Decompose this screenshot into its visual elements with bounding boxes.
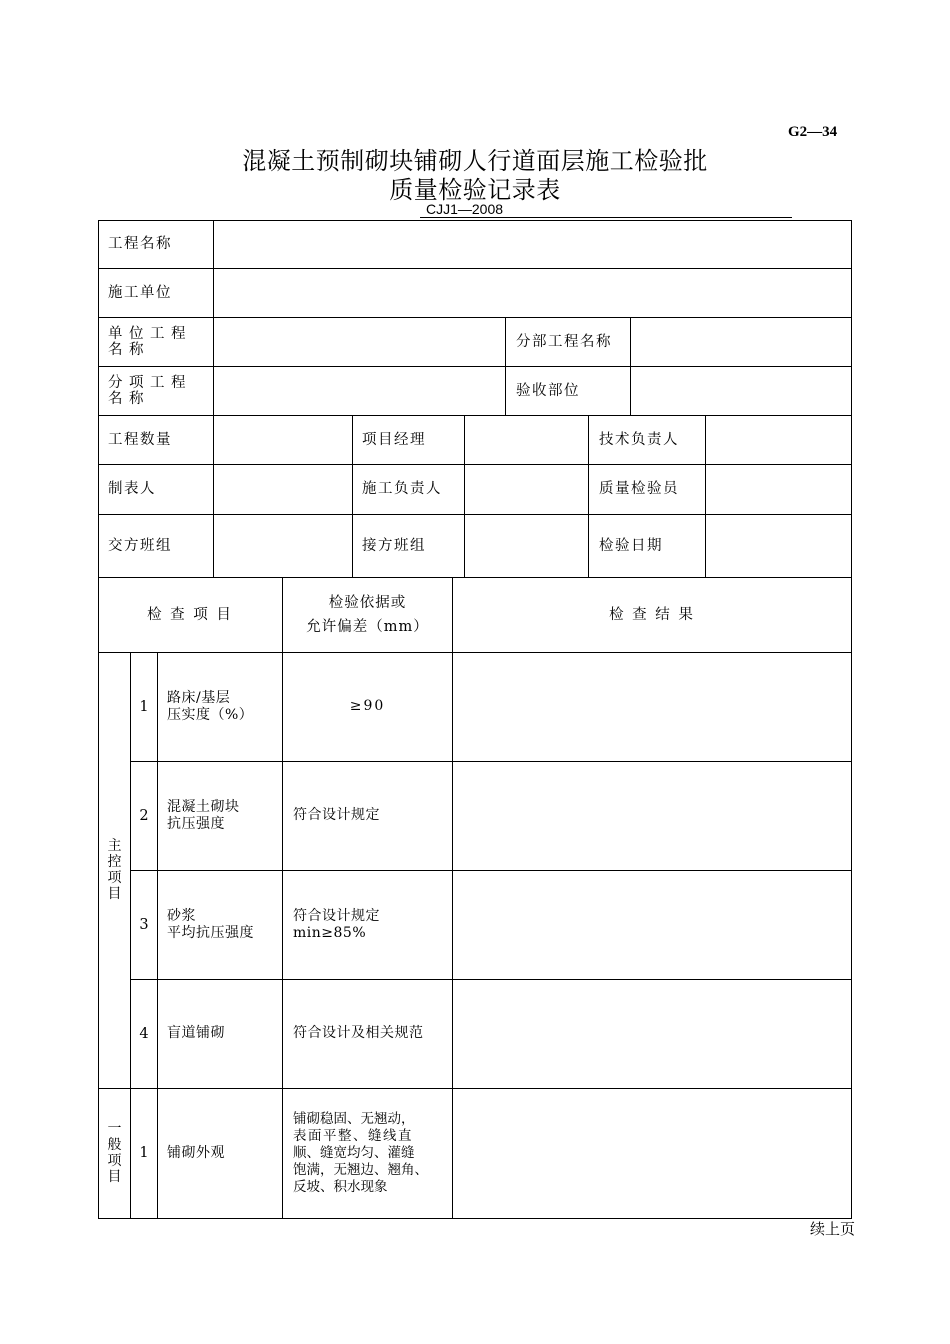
item-name: 铺砌外观 bbox=[167, 1144, 225, 1161]
item-number: 1 bbox=[139, 1145, 149, 1161]
table-border-bottom bbox=[98, 1218, 852, 1219]
item-basis-line5: 反坡、积水现象 bbox=[293, 1178, 388, 1195]
inspection-form-table bbox=[98, 220, 852, 1219]
standard-underline bbox=[420, 217, 792, 218]
page-subtitle: 质量检验记录表 bbox=[389, 176, 561, 204]
item-name: 盲道铺砌 bbox=[167, 1025, 225, 1041]
item-project-label: 分项工程名称 bbox=[108, 374, 192, 407]
acceptance-part-field[interactable] bbox=[631, 367, 850, 414]
quality-inspector-label: 质量检验员 bbox=[599, 481, 679, 497]
item-name-line2: 压实度（%） bbox=[167, 706, 254, 723]
item-basis-line4: 饱满，无翘边、翘角、 bbox=[293, 1161, 428, 1178]
item-result-field[interactable] bbox=[453, 980, 850, 1087]
item-basis-line2: 表面平整、缝线直 bbox=[293, 1127, 413, 1144]
general-group-label bbox=[99, 1088, 130, 1218]
construction-unit-field[interactable] bbox=[214, 269, 850, 316]
item-basis: 符合设计及相关规范 bbox=[293, 1025, 424, 1041]
item-name bbox=[167, 870, 281, 979]
check-item-header: 检 查 项 目 bbox=[147, 606, 233, 623]
page-title: 混凝土预制砌块铺砌人行道面层施工检验批 bbox=[242, 147, 708, 175]
main-control-group-label bbox=[99, 652, 130, 1088]
quantity-field[interactable] bbox=[214, 416, 351, 463]
col-divider bbox=[352, 415, 353, 577]
item-basis-line1: 铺砌稳固、无翘动， bbox=[293, 1110, 415, 1127]
item-name bbox=[167, 652, 281, 761]
construction-lead-label: 施工负责人 bbox=[362, 481, 442, 497]
project-name-label: 工程名称 bbox=[108, 236, 172, 252]
handover-team-field[interactable] bbox=[214, 515, 351, 576]
basis-header bbox=[283, 577, 452, 652]
unit-project-label: 单位工程名称 bbox=[108, 325, 192, 358]
inspection-date-field[interactable] bbox=[706, 515, 850, 576]
item-name-line1: 砂浆 bbox=[167, 907, 196, 924]
table-border-right bbox=[851, 220, 852, 1219]
item-name-line1: 混凝土砌块 bbox=[167, 798, 240, 815]
item-number: 4 bbox=[139, 1025, 149, 1042]
sub-project-label: 分部工程名称 bbox=[516, 333, 612, 350]
item-basis-line3: 顺、缝宽均匀、灌缝 bbox=[293, 1144, 415, 1161]
item-basis bbox=[293, 870, 452, 979]
standard-code: CJJ1—2008 bbox=[426, 201, 504, 217]
receiver-team-field[interactable] bbox=[465, 515, 587, 576]
quality-inspector-field[interactable] bbox=[706, 465, 850, 513]
construction-lead-field[interactable] bbox=[465, 465, 587, 513]
result-header: 检 查 结 果 bbox=[609, 606, 695, 623]
item-project-field[interactable] bbox=[214, 367, 504, 414]
tabulator-field[interactable] bbox=[214, 465, 351, 513]
project-name-field[interactable] bbox=[214, 221, 850, 267]
unit-project-field[interactable] bbox=[214, 318, 504, 365]
basis-header-line2: 允许偏差（mm） bbox=[306, 618, 429, 635]
item-basis-line1: 符合设计规定 bbox=[293, 907, 380, 924]
project-manager-field[interactable] bbox=[465, 416, 587, 463]
item-number: 1 bbox=[139, 698, 149, 715]
item-number: 2 bbox=[139, 807, 149, 824]
quantity-label: 工程数量 bbox=[108, 431, 172, 448]
tech-lead-field[interactable] bbox=[706, 416, 850, 463]
item-basis: 符合设计规定 bbox=[293, 807, 380, 823]
main-control-text: 主控项目 bbox=[107, 838, 122, 902]
project-manager-label: 项目经理 bbox=[362, 431, 426, 448]
tabulator-label: 制表人 bbox=[108, 481, 156, 497]
item-result-field[interactable] bbox=[453, 1089, 850, 1217]
col-divider bbox=[505, 317, 506, 415]
item-result-field[interactable] bbox=[453, 871, 850, 978]
item-basis-line2: min≥85% bbox=[293, 924, 367, 941]
inspection-date-label: 检验日期 bbox=[599, 537, 663, 554]
tech-lead-label: 技术负责人 bbox=[599, 431, 679, 448]
continued-note: 续上页 bbox=[810, 1222, 856, 1238]
item-name-line1: 路床/基层 bbox=[167, 689, 231, 706]
form-code: G2—34 bbox=[788, 124, 838, 140]
item-name bbox=[167, 761, 281, 870]
receiver-team-label: 接方班组 bbox=[362, 537, 426, 554]
item-basis bbox=[293, 1088, 451, 1218]
handover-team-label: 交方班组 bbox=[108, 537, 172, 554]
item-name-line2: 抗压强度 bbox=[167, 815, 225, 832]
basis-header-line1: 检验依据或 bbox=[328, 594, 407, 611]
col-divider bbox=[157, 652, 158, 1218]
item-result-field[interactable] bbox=[453, 653, 850, 760]
col-divider bbox=[588, 415, 589, 577]
sub-project-field[interactable] bbox=[631, 318, 850, 365]
item-basis: ≥90 bbox=[349, 698, 386, 714]
item-name-line2: 平均抗压强度 bbox=[167, 924, 254, 941]
acceptance-part-label: 验收部位 bbox=[516, 382, 580, 399]
item-number: 3 bbox=[139, 916, 149, 933]
item-result-field[interactable] bbox=[453, 762, 850, 869]
construction-unit-label: 施工单位 bbox=[108, 284, 172, 301]
general-group-text: 一般项目 bbox=[107, 1121, 122, 1185]
